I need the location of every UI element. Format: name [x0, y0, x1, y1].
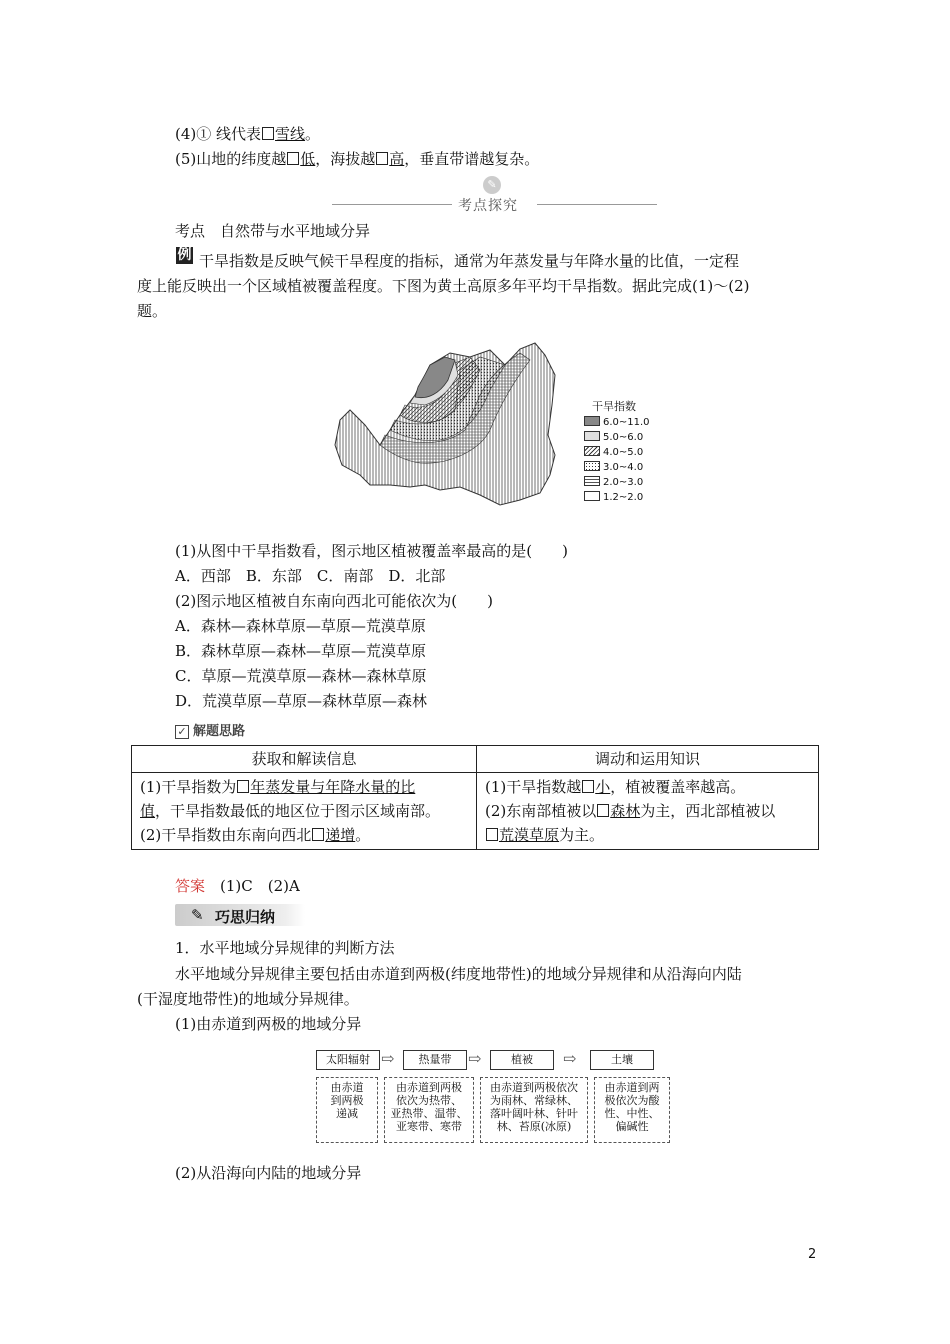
- question-2-option-b: B．森林草原—森林—草原—荒漠草原: [175, 642, 427, 660]
- legend-item: 4.0~5.0: [584, 446, 643, 459]
- summary-subtitle-1: (1)由赤道到两极的地域分异: [175, 1015, 362, 1033]
- page-number: 2: [808, 1247, 817, 1262]
- example-stem: 干旱指数是反映气候干旱程度的指标，通常为年蒸发量与年降水量的比值，一定程 度上能反映出一个区域植被覆盖程度。下图为黄土高原多年平均干旱指数。据此完成(1)～(2) 题。: [137, 252, 750, 320]
- question-2-option-a: A．森林—森林草原—草原—荒漠草原: [175, 617, 426, 635]
- section-emblem-icon: ✎: [483, 176, 501, 194]
- summary-title-1: 1．水平地域分异规律的判断方法: [175, 939, 395, 957]
- arrow-right-icon: ⇨: [381, 1049, 395, 1068]
- summary-paragraph: 水平地域分异规律主要包括由赤道到两极(纬度地带性)的地域分异规律和从沿海向内陆 (干湿度地带性)的地域分异规律。: [137, 965, 742, 1008]
- flow-desc-solar: 由赤道 到两极 递减: [316, 1077, 378, 1143]
- legend-item: 6.0~11.0: [584, 416, 650, 429]
- legend-item: 1.2~2.0: [584, 491, 643, 504]
- flow-box-soil: 土壤: [590, 1050, 654, 1070]
- example-badge: 例: [177, 247, 192, 263]
- pen-icon: ✎: [191, 906, 204, 924]
- header-rule-right: [537, 204, 657, 205]
- question-1: (1)从图中干旱指数看，图示地区植被覆盖率最高的是( ): [175, 542, 568, 560]
- line-4: (4)① 线代表 雪线。: [175, 125, 321, 143]
- flow-box-solar: 太阳辐射: [316, 1050, 380, 1070]
- question-1-options: A．西部 B．东部 C．南部 D．北部: [175, 567, 446, 585]
- table-cell-right: (1)干旱指数越 小，植被覆盖率越高。 (2)东南部植被以 森林为主，西北部植被以 荒漠草原为主。: [477, 773, 819, 850]
- flow-desc-soil: 由赤道到两 极依次为酸 性、中性、 偏碱性: [594, 1077, 670, 1143]
- question-2: (2)图示地区植被自东南向西北可能依次为( ): [175, 592, 493, 610]
- question-2-option-d: D．荒漠草原—草原—森林草原—森林: [175, 692, 428, 710]
- summary-subtitle-2: (2)从沿海向内陆的地域分异: [175, 1164, 362, 1182]
- kaodian-title: 考点 自然带与水平地域分异: [175, 222, 371, 240]
- table-header-right: 调动和运用知识: [477, 746, 819, 773]
- line-5: (5)山地的纬度越 低，海拔越 高，垂直带谱越复杂。: [175, 150, 540, 168]
- question-2-option-c: C．草原—荒漠草原—森林—森林草原: [175, 667, 427, 685]
- legend-item: 5.0~6.0: [584, 431, 643, 444]
- legend-item: 2.0~3.0: [584, 476, 643, 489]
- flow-box-vegetation: 植被: [490, 1050, 554, 1070]
- flow-box-heat: 热量带: [403, 1050, 467, 1070]
- arrow-right-icon: ⇨: [468, 1049, 482, 1068]
- header-rule-left: [332, 204, 452, 205]
- table-header-left: 获取和解读信息: [132, 746, 477, 773]
- answer: [175, 876, 300, 896]
- answer-label: 答案: [175, 877, 206, 895]
- summary-banner: ✎ 巧思归纳: [175, 904, 305, 926]
- legend-item: 3.0~4.0: [584, 461, 643, 474]
- arrow-right-icon: ⇨: [563, 1049, 577, 1068]
- section-title: 考点探究: [458, 198, 518, 214]
- solution-approach-label: ✓ 解题思路: [175, 720, 245, 739]
- flow-desc-heat: 由赤道到两极 依次为热带、 亚热带、温带、 亚寒带、寒带: [384, 1077, 474, 1143]
- checkbox-icon: ✓: [175, 725, 189, 739]
- analysis-table: [131, 745, 819, 850]
- answer-text: (1)C (2)A: [220, 877, 300, 895]
- legend-title: 干旱指数: [592, 400, 636, 413]
- flow-desc-vegetation: 由赤道到两极依次 为雨林、常绿林、 落叶阔叶林、针叶 林、苔原(冰原): [480, 1077, 588, 1143]
- table-cell-left: (1)干旱指数为 年蒸发量与年降水量的比 值，干旱指数最低的地区位于图示区域南部。 (2)干旱指数由东南向西北 递增。: [132, 773, 477, 850]
